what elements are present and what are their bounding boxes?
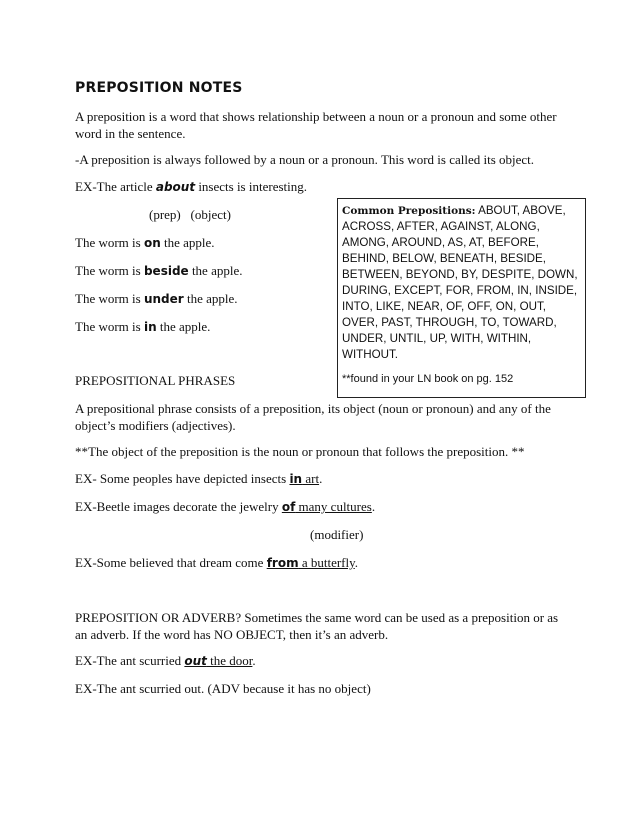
example-of-cultures	[75, 498, 375, 516]
example-text: the apple.	[160, 235, 215, 250]
preposition-of: of	[281, 500, 296, 514]
example-about	[75, 178, 307, 196]
preposition-about: about	[155, 180, 196, 194]
example-text: EX-The article	[75, 179, 156, 194]
example-text: .	[354, 555, 359, 570]
example-worm-in	[75, 318, 210, 336]
preposition-beside: beside	[143, 264, 189, 278]
prepositions-label: Common Prepositions:	[342, 205, 476, 217]
prepositions-list	[342, 203, 581, 363]
object-text: the door	[206, 653, 253, 668]
example-text: EX-Some believed that dream come	[75, 555, 267, 570]
modifier-label: (modifier)	[310, 527, 364, 542]
preposition-from: from	[266, 556, 299, 570]
example-text: EX-The ant scurried	[75, 653, 185, 668]
example-worm-on	[75, 234, 215, 252]
example-worm-under	[75, 290, 238, 308]
adverb-intro: PREPOSITION OR ADVERB? Sometimes the same word can be used as a preposition or as an adverb. If the word has NO OBJECT, then it’s an adverb.	[75, 610, 559, 642]
example-text: The worm is	[75, 263, 144, 278]
page-title: PREPOSITION NOTES	[75, 80, 243, 96]
intro-paragraph: A preposition is a word that shows relationship between a noun or a pronoun and some other word in the sentence.	[75, 109, 557, 141]
phrases-heading: PREPOSITIONAL PHRASES	[75, 373, 236, 388]
preposition-out: out	[184, 654, 207, 668]
example-worm-beside	[75, 262, 242, 280]
example-text: the apple.	[188, 263, 243, 278]
phrases-definition: A prepositional phrase consists of a preposition, its object (noun or pronoun) and any of the object’s modifiers (adjectives).	[75, 401, 551, 433]
example-out-door	[75, 652, 256, 670]
phrases-note: **The object of the preposition is the noun or pronoun that follows the preposition. **	[75, 444, 525, 459]
example-text: .	[319, 471, 323, 486]
example-text: The worm is	[75, 319, 144, 334]
rule-paragraph: -A preposition is always followed by a noun or a pronoun. This word is called its object.	[75, 152, 535, 167]
example-text: the apple.	[156, 319, 211, 334]
example-text: the apple.	[183, 291, 238, 306]
example-text: EX- Some peoples have depicted insects	[75, 471, 290, 486]
object-text: art	[302, 471, 320, 486]
example-text: insects is interesting.	[195, 179, 307, 194]
common-prepositions-box	[337, 198, 586, 398]
example-adverb: EX-The ant scurried out. (ADV because it has no object)	[75, 681, 371, 696]
preposition-under: under	[143, 292, 184, 306]
object-text: a butterfly	[298, 555, 355, 570]
object-text: many cultures	[295, 499, 372, 514]
textbook-note: **found in your LN book on pg. 152	[342, 373, 514, 385]
example-text: The worm is	[75, 235, 144, 250]
example-text: .	[252, 653, 256, 668]
preposition-on: on	[143, 236, 161, 250]
example-text: .	[371, 499, 376, 514]
example-text: The worm is	[75, 291, 144, 306]
example-text: EX-Beetle images decorate the jewelry	[75, 499, 282, 514]
prepositions-words: ABOUT, ABOVE, ACROSS, AFTER, AGAINST, ALONG, AMONG, AROUND, AS, AT, BEFORE, BEHIND, BELOW, BENEATH, BESIDE, BETWEEN, BEYOND, BY, DESPITE, DOWN, DURING, EXCEPT, FOR, FROM, IN, INSIDE, INTO, LIKE, NEAR, OF, OFF, ON, OUT, OVER, PAST, THROUGH, TO, TOWARD, UNDER, UNTIL, UP, WITH, WITHIN, WITHOUT.	[342, 204, 578, 361]
preposition-in: in	[143, 320, 157, 334]
example-in-art	[75, 470, 322, 488]
example-from-butterfly	[75, 554, 358, 572]
preposition-in: in	[289, 472, 303, 486]
example-labels: (prep) (object)	[149, 207, 231, 222]
